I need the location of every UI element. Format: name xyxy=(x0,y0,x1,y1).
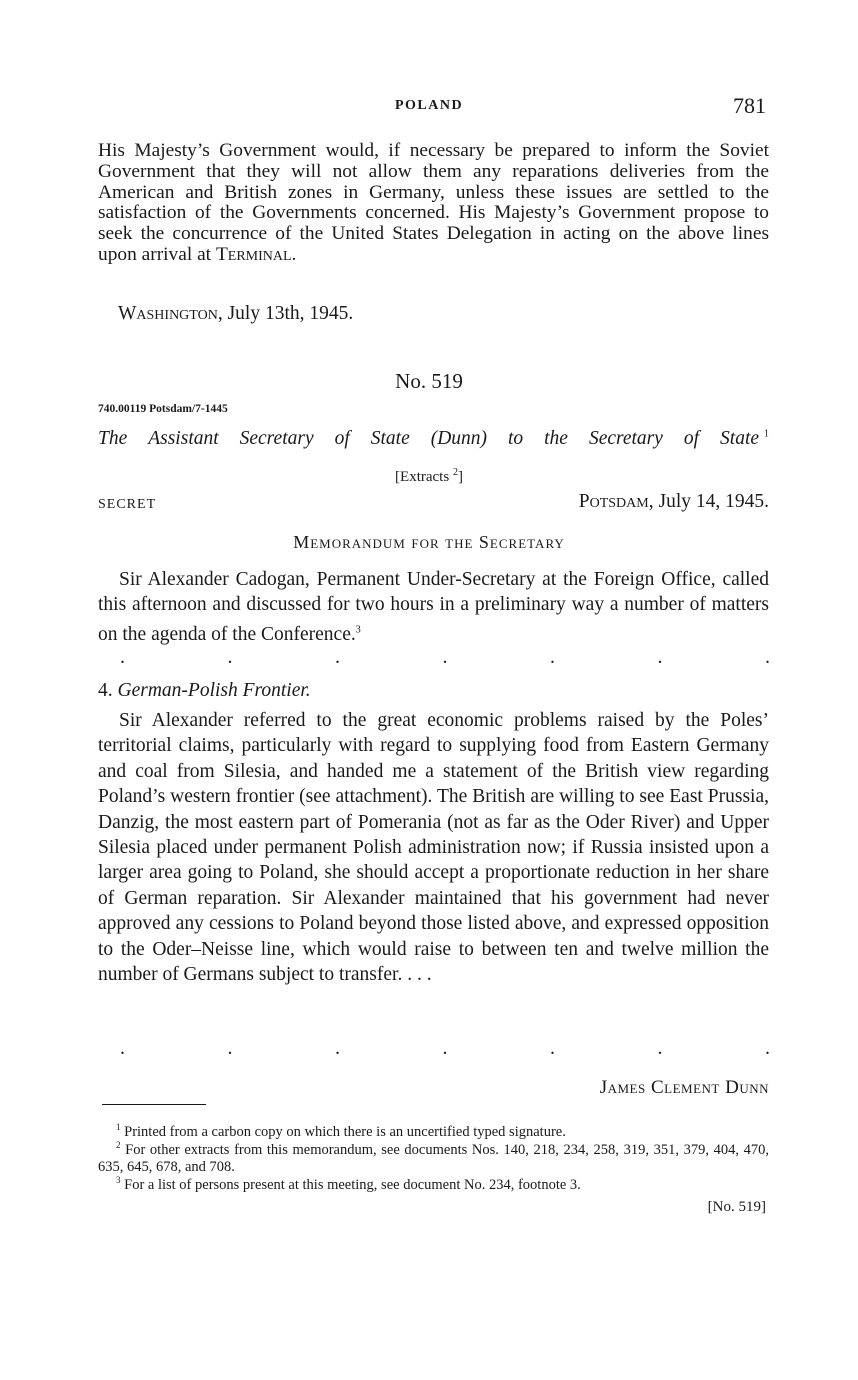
title-word: State xyxy=(720,428,760,449)
memorandum-heading: Memorandum for the Secretary xyxy=(293,532,565,552)
ellipsis-dot: . xyxy=(657,1037,663,1059)
ellipsis-dot: . xyxy=(550,1037,555,1059)
ellipsis-dot: . xyxy=(227,1037,233,1059)
signature: James Clement Dunn xyxy=(599,1077,769,1098)
ellipsis-dot: . xyxy=(335,1037,340,1059)
dateline-date: July 13th, 1945. xyxy=(227,303,354,324)
dateline-place: Washington, xyxy=(118,303,223,324)
ellipsis-dot: . xyxy=(120,1037,125,1059)
place-date: July 14, 1945. xyxy=(658,491,769,512)
ellipsis-row xyxy=(120,1037,770,1060)
footnote-2 xyxy=(98,1137,769,1176)
footnote-text: For a list of persons present at this meeting, see document No. 234, footnote 3. xyxy=(124,1176,581,1193)
paragraph-text: Sir Alexander Cadogan, Permanent Under-Secretary at the Foreign Office, called this afternoon and discussed for two hours in a preliminary way a number of matters on the agenda of the Conference. xyxy=(98,569,769,646)
title-word: The xyxy=(98,428,128,449)
place-name: Potsdam, xyxy=(578,491,654,512)
footnote-ref-3: 3 xyxy=(355,624,361,636)
ellipsis-dot: . xyxy=(765,646,770,668)
title-word: to xyxy=(508,428,524,449)
footnote-ref-2: 2 xyxy=(452,467,458,478)
section-heading xyxy=(98,680,311,702)
page-number: 781 xyxy=(733,93,766,118)
footnote-3 xyxy=(98,1172,769,1194)
footnote-text: Printed from a carbon copy on which there is an uncertified typed signature. xyxy=(124,1123,566,1140)
footnote-marker: 3 xyxy=(116,1175,121,1185)
title-word: of xyxy=(683,428,700,449)
body-paragraph-2 xyxy=(98,708,769,987)
title-word-last xyxy=(720,428,769,450)
ellipsis-dot: . xyxy=(550,646,555,668)
ellipsis-dot: . xyxy=(335,646,340,668)
document-title xyxy=(98,428,769,450)
document-number: No. 519 xyxy=(395,369,463,393)
footnote-divider xyxy=(102,1104,206,1105)
extracts-close: ] xyxy=(457,469,463,485)
running-title: POLAND xyxy=(394,98,464,113)
section-title: German-Polish Frontier. xyxy=(117,680,311,701)
footnote-marker: 1 xyxy=(116,1122,121,1132)
title-word: the xyxy=(544,428,568,449)
title-word: State xyxy=(370,428,410,449)
title-word: of xyxy=(334,428,350,449)
potsdam-dateline xyxy=(579,491,769,513)
title-word: Assistant xyxy=(148,428,219,449)
continuation-paragraph xyxy=(98,141,769,266)
classification-label: SECRET xyxy=(98,497,157,512)
section-number: 4. xyxy=(98,680,113,701)
footnote-ref-1: 1 xyxy=(763,428,769,440)
ellipsis-dot: . xyxy=(442,1037,448,1059)
paragraph-text: Sir Alexander referred to the great economic problems raised by the Poles’ territorial claims, particularly with regard to supplying food from Eastern Germany and coal from Silesia, and handed me a statement of the British view regarding Poland’s western frontier (see attachment). The British are willing to see East Prussia, Danzig, the most eastern part of Pomerania (not as far as the Oder River) and Upper Silesia placed under permanent Polish administration now; if Russia insisted upon a larger area going to Poland, she should accept a proportionate reduction in her share of German reparation. Sir Alexander maintained that his government had never approved any cessions to Poland beyond those listed above, and expressed opposition to the Oder–Neisse line, which would raise to between ten and twelve million the number of Germans subject to transfer. . . . xyxy=(98,710,769,986)
title-word: Secretary xyxy=(588,428,663,449)
document-reference: [No. 519] xyxy=(707,1199,766,1215)
ellipsis-dot: . xyxy=(120,646,125,668)
footnote-text: For other extracts from this memorandum, see documents Nos. 140, 218, 234, 258, 319, 351, 379, 404, 470, 635, 645, 678, and 708. xyxy=(98,1141,769,1175)
ellipsis-dot: . xyxy=(657,646,663,668)
continuation-text: His Majesty’s Government would, if necessary be prepared to inform the Soviet Government that they will not allow them any reparations deliveries from the American and British zones in Germany, unless these issues are settled to the satisfaction of the Governments concerned. His Majesty’s Government propose to seek the concurrence of the United States Delegation in acting on the above lines upon arrival at xyxy=(98,140,769,265)
ellipsis-row xyxy=(120,646,770,669)
terminal-code-name: Terminal. xyxy=(215,243,297,265)
body-paragraph-1 xyxy=(98,567,769,648)
title-word: Secretary xyxy=(239,428,314,449)
ellipsis-dot: . xyxy=(765,1037,770,1059)
extracts-text: [Extracts xyxy=(395,469,450,485)
title-word: (Dunn) xyxy=(430,428,488,449)
extracts-label xyxy=(0,467,858,486)
file-code: 740.00119 Potsdam/7-1445 xyxy=(98,403,228,415)
footnote-marker: 2 xyxy=(116,1140,121,1150)
ellipsis-dot: . xyxy=(227,646,233,668)
ellipsis-dot: . xyxy=(442,646,448,668)
washington-dateline xyxy=(118,303,353,325)
